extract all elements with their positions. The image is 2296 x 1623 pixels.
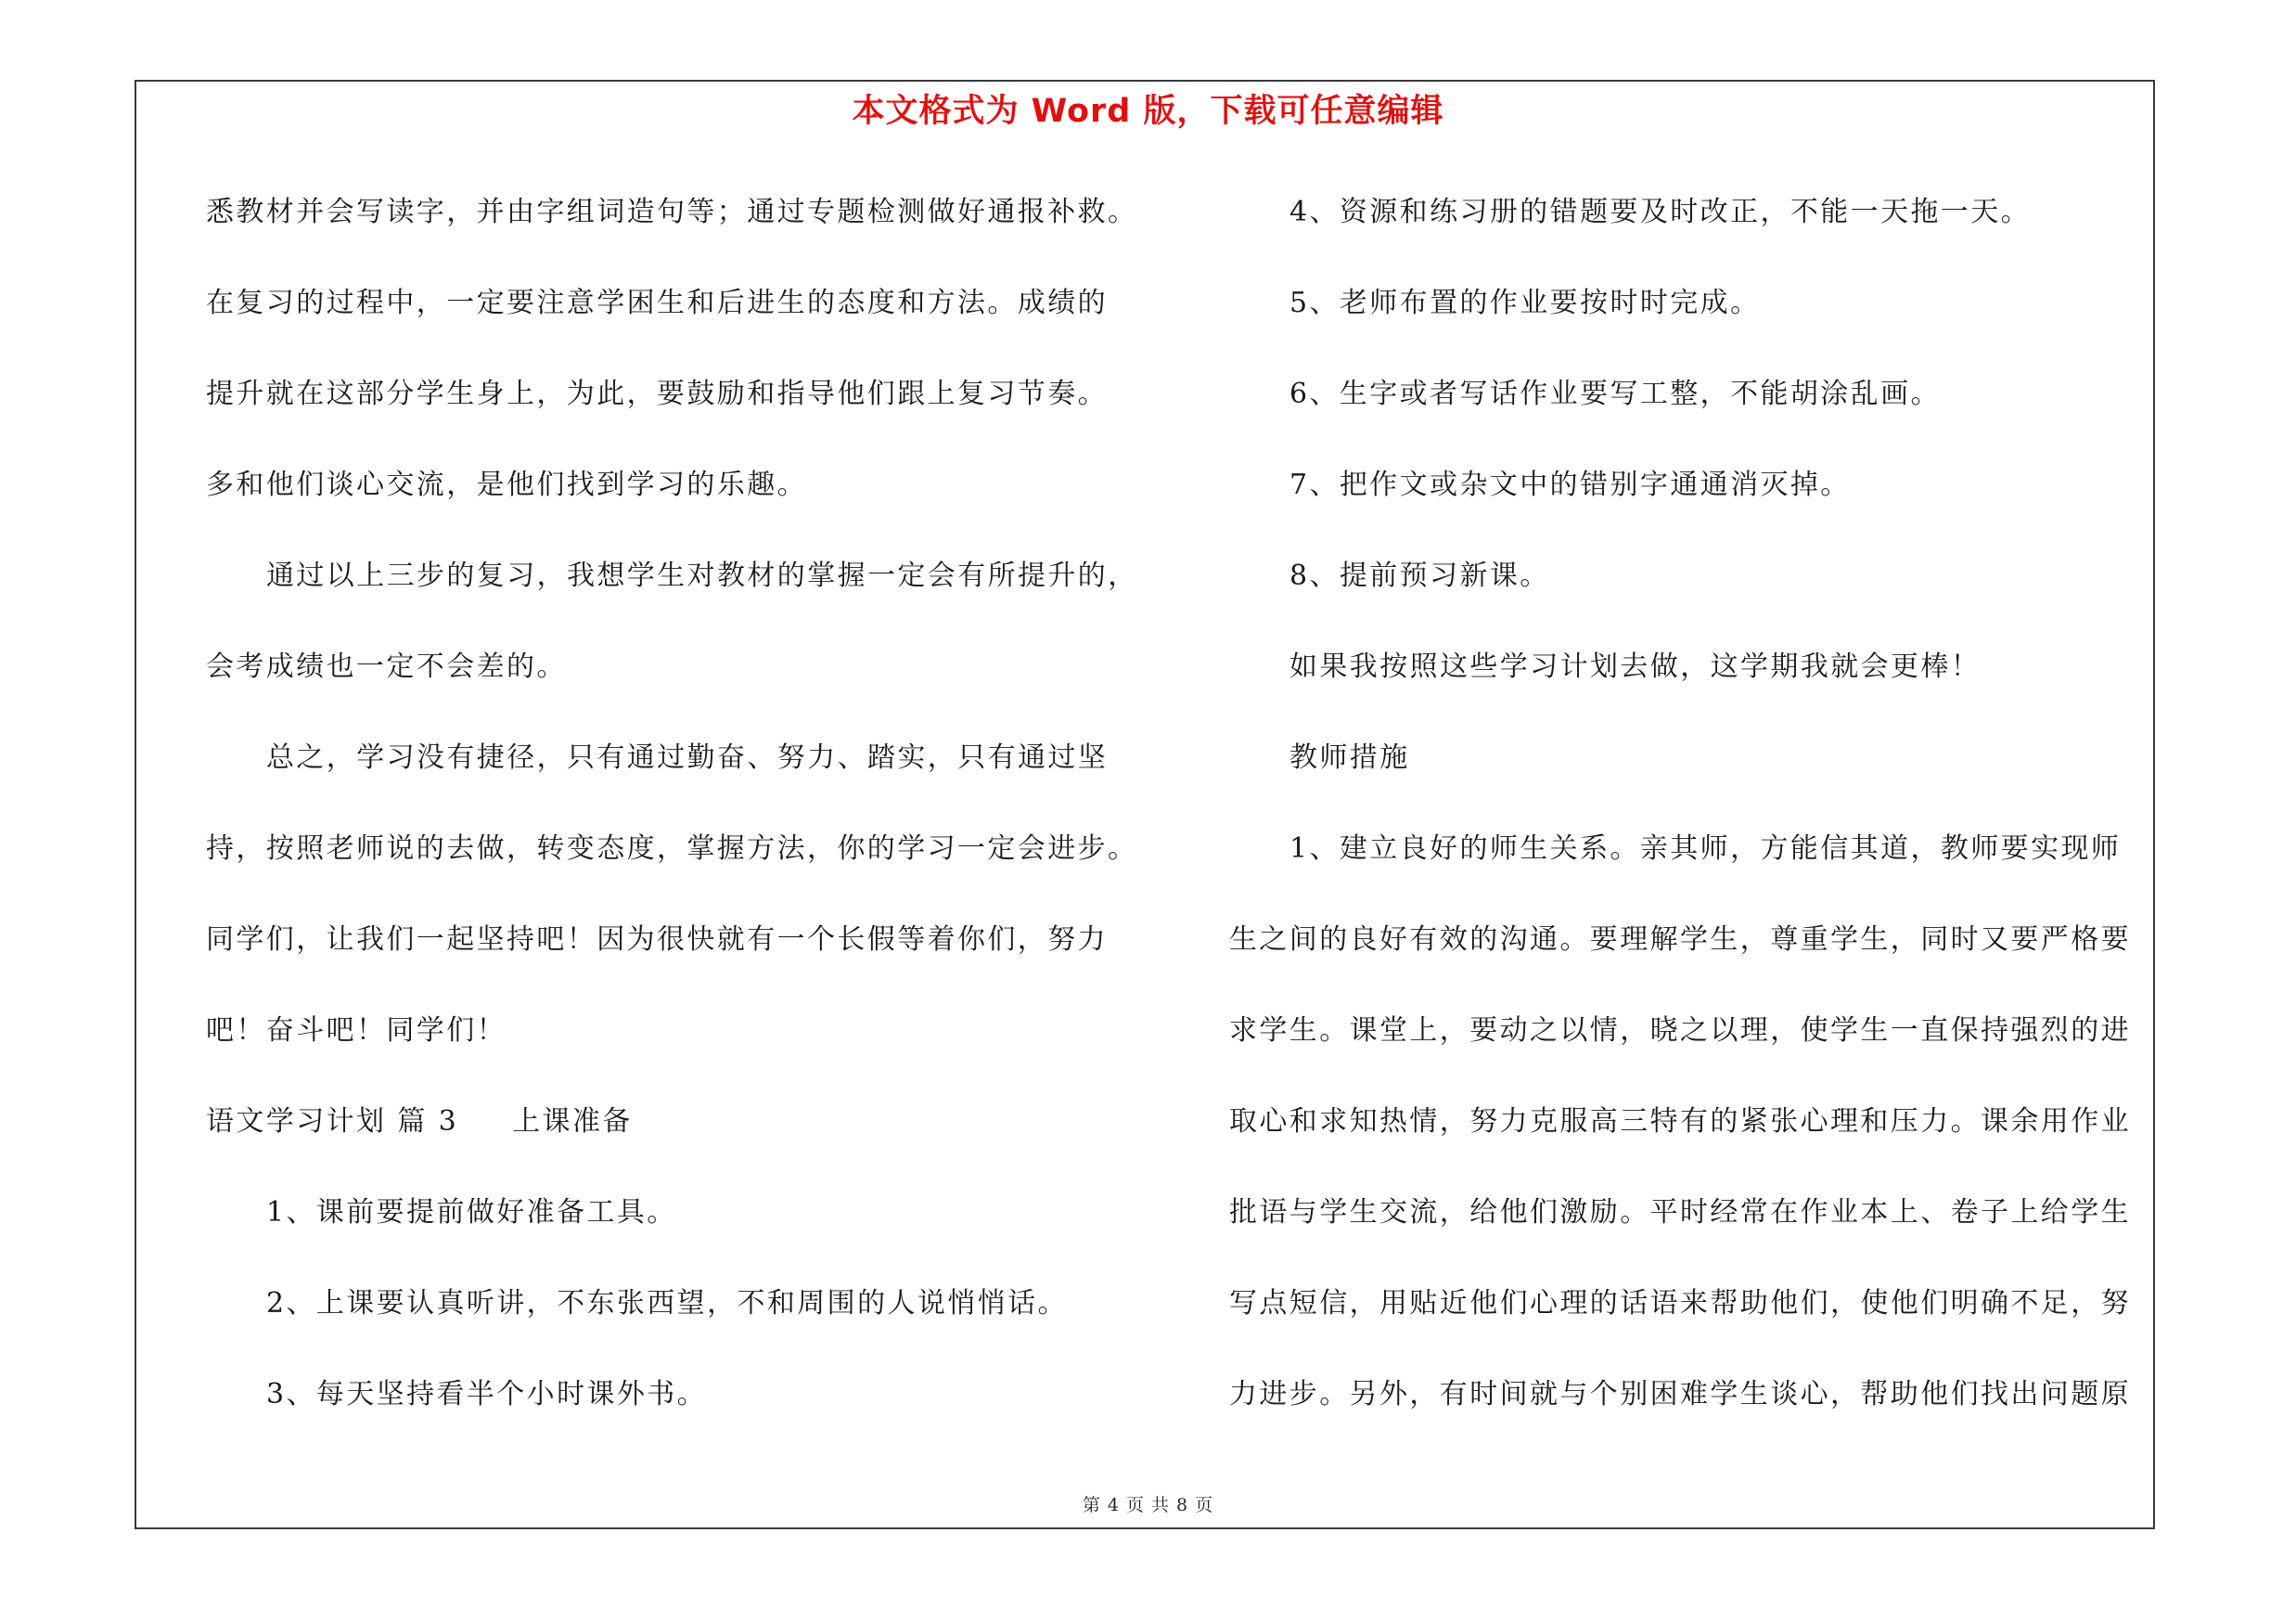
list-item: 8、提前预习新课。 [1289, 560, 1550, 592]
text-line: 会考成绩也一定不会差的。 [206, 650, 567, 683]
text-line: 写点短信，用贴近他们心理的话语来帮助他们，使他们明确不足，努 [1229, 1287, 2131, 1320]
section-subtitle: 上课准备 [512, 1105, 633, 1138]
text-line: 生之间的良好有效的沟通。要理解学生，尊重学生，同时又要严格要 [1229, 923, 2131, 956]
text-line: 力进步。另外，有时间就与个别困难学生谈心，帮助他们找出问题原 [1229, 1378, 2131, 1410]
section-title: 语文学习计划 篇 3 [206, 1105, 459, 1138]
text-line: 吧！奋斗吧！同学们！ [206, 1014, 507, 1047]
list-item: 1、课前要提前做好准备工具。 [266, 1196, 677, 1229]
list-item: 3、每天坚持看半个小时课外书。 [266, 1378, 708, 1410]
text-line: 多和他们谈心交流，是他们找到学习的乐趣。 [206, 469, 807, 501]
list-item: 4、资源和练习册的错题要及时改正，不能一天拖一天。 [1289, 196, 2032, 228]
text-line: 取心和求知热情，努力克服高三特有的紧张心理和压力。课余用作业 [1229, 1105, 2131, 1138]
text-line: 总之，学习没有捷径，只有通过勤奋、努力、踏实，只有通过坚 [266, 741, 1109, 774]
list-item: 6、生字或者写话作业要写工整，不能胡涂乱画。 [1289, 378, 1941, 410]
list-item: 7、把作文或杂文中的错别字通通消灭掉。 [1289, 469, 1851, 501]
section-heading [206, 1091, 1134, 1182]
text-line: 持，按照老师说的去做，转变态度，掌握方法，你的学习一定会进步。 [206, 832, 1138, 865]
section-heading: 教师措施 [1289, 741, 1410, 774]
right-column [1229, 182, 2148, 1455]
text-line: 批语与学生交流，给他们激励。平时经常在作业本上、卷子上给学生 [1229, 1196, 2131, 1229]
text-line: 同学们，让我们一起坚持吧！因为很快就有一个长假等着你们，努力 [206, 923, 1108, 956]
list-item: 5、老师布置的作业要按时时完成。 [1289, 287, 1761, 319]
text-line: 求学生。课堂上，要动之以情，晓之以理，使学生一直保持强烈的进 [1229, 1014, 2131, 1047]
closing-sentence: 如果我按照这些学习计划去做，这学期我就会更棒！ [1289, 650, 1982, 683]
text-line: 提升就在这部分学生身上，为此，要鼓励和指导他们跟上复习节奏。 [206, 378, 1108, 410]
text-line: 1、建立良好的师生关系。亲其师，方能信其道，教师要实现师 [1289, 832, 2122, 865]
text-line: 悉教材并会写读字，并由字组词造句等；通过专题检测做好通报补救。 [206, 196, 1138, 228]
text-line: 通过以上三步的复习，我想学生对教材的掌握一定会有所提升的， [266, 560, 1138, 592]
left-column [206, 182, 1138, 1455]
page-number: 第 4 页 共 8 页 [1082, 1495, 1214, 1515]
list-item: 2、上课要认真听讲，不东张西望，不和周围的人说悄悄话。 [266, 1287, 1068, 1320]
format-banner: 本文格式为 Word 版，下载可任意编辑 [852, 93, 1444, 130]
text-line: 在复习的过程中，一定要注意学困生和后进生的态度和方法。成绩的 [206, 287, 1108, 319]
